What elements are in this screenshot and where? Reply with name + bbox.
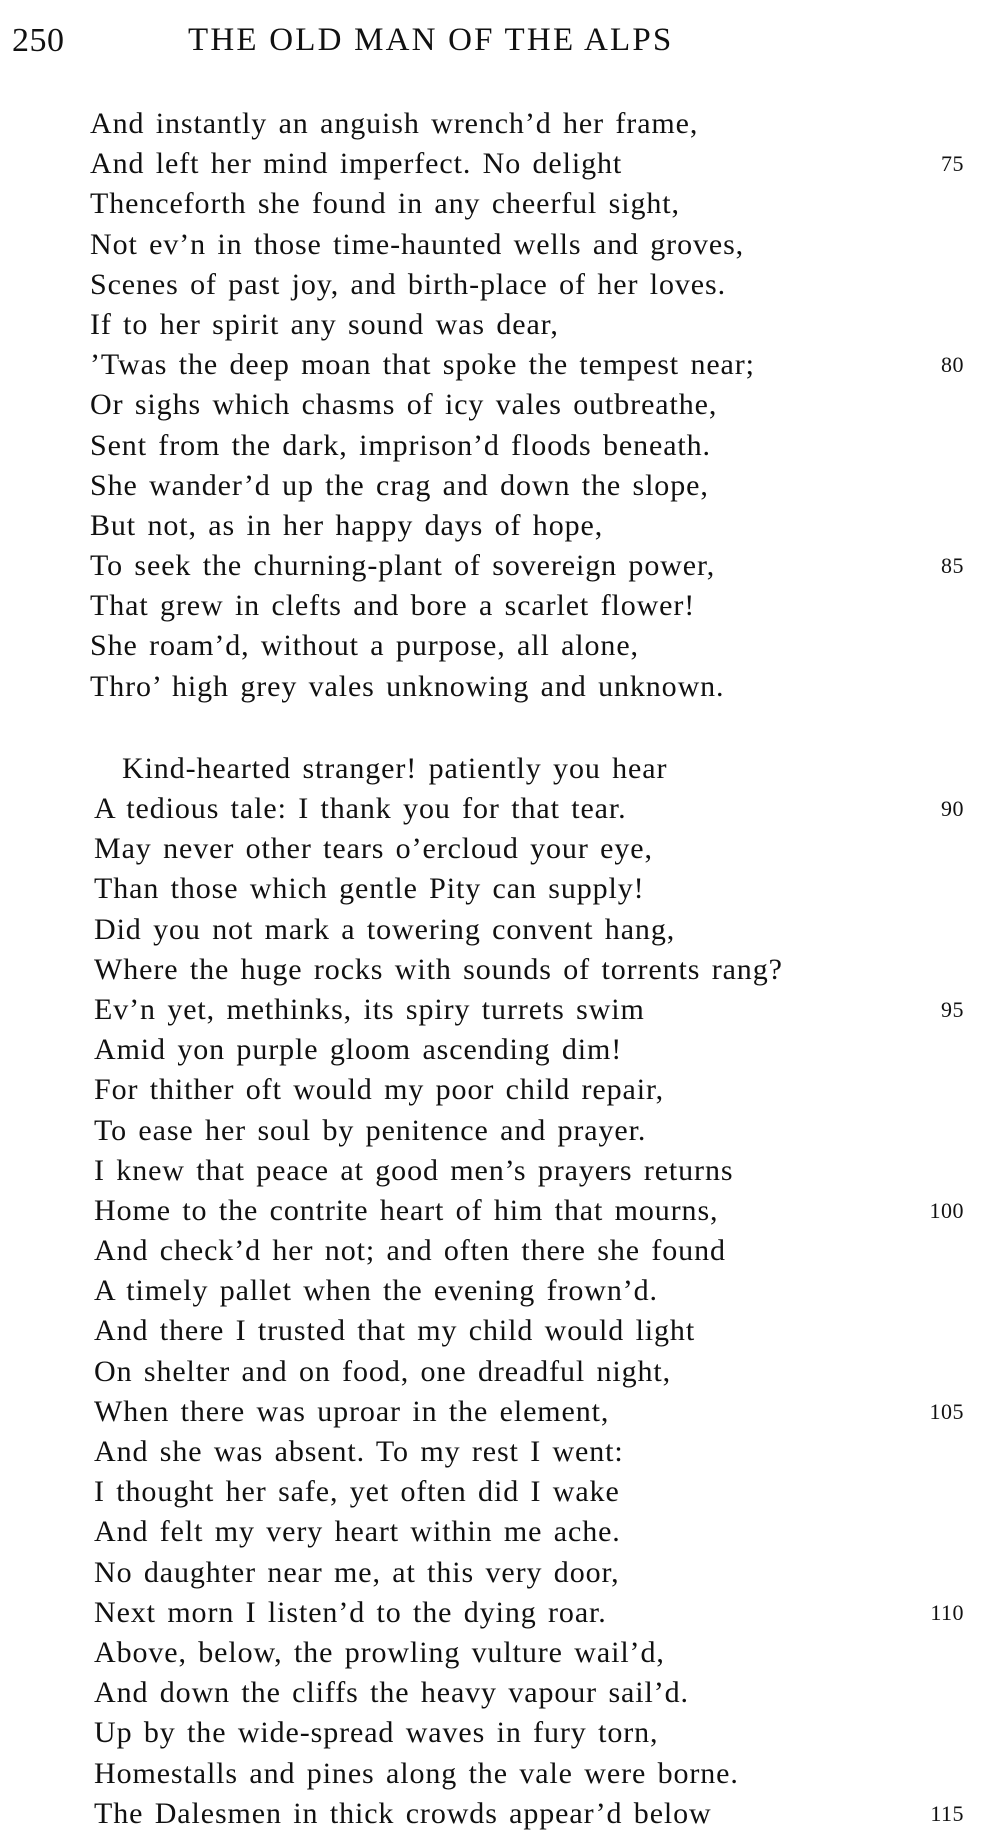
poem-line-text: No daughter near me, at this very door, — [94, 1555, 620, 1589]
poem-line — [0, 1713, 1000, 1753]
poem-line — [0, 1472, 1000, 1512]
poem-line — [0, 950, 1000, 990]
line-number: 90 — [941, 796, 964, 821]
line-number: 85 — [941, 553, 964, 579]
poem-line — [0, 990, 1000, 1030]
poem-line-text: And check’d her not; and often there she found — [94, 1234, 726, 1268]
poem-line — [0, 1392, 1000, 1432]
poem-line-text: I knew that peace at good men’s prayers returns — [94, 1153, 734, 1187]
poem-line-text: When there was uproar in the element, — [94, 1394, 610, 1428]
poem-line — [0, 626, 1000, 666]
poem-line-text: Home to the contrite heart of him that mourns, — [94, 1193, 719, 1227]
page-number: 250 — [12, 22, 65, 59]
poem-line-text: Above, below, the prowling vulture wail’d, — [94, 1635, 665, 1669]
poem-line-text: Thro’ high grey vales unknowing and unknown. — [90, 669, 725, 703]
poem-line — [0, 184, 1000, 224]
poem-line-text: Amid yon purple gloom ascending dim! — [94, 1033, 623, 1067]
poem-line-text: For thither oft would my poor child repair, — [94, 1073, 665, 1107]
poem-line-text: If to her spirit any sound was dear, — [90, 307, 559, 341]
poem-line — [0, 305, 1000, 345]
poem-line — [0, 265, 1000, 305]
poem-line — [0, 104, 1000, 144]
poem-line — [0, 466, 1000, 506]
poem-line-text: Thenceforth she found in any cheerful sight, — [90, 187, 680, 221]
poem-line-text: Where the huge rocks with sounds of torrents rang? — [94, 952, 783, 986]
poem-line-text: Ev’n yet, methinks, its spiry turrets swim — [94, 992, 645, 1026]
poem-line — [0, 144, 1000, 184]
poem-line-text: Next morn I listen’d to the dying roar. — [94, 1595, 607, 1629]
poem-line — [0, 1673, 1000, 1713]
line-number: 110 — [930, 1599, 964, 1625]
poem-line-text: A timely pallet when the evening frown’d. — [94, 1274, 658, 1308]
poem-line-text: She roam’d, without a purpose, all alone, — [90, 629, 639, 663]
poem-line — [0, 789, 1000, 829]
poem-line-text: Sent from the dark, imprison’d floods beneath. — [90, 428, 711, 462]
poem-line — [0, 1553, 1000, 1593]
poem-line — [0, 910, 1000, 950]
poem-line — [0, 225, 1000, 265]
poem-line — [0, 1191, 1000, 1231]
line-number: 80 — [941, 352, 964, 378]
poem-line — [0, 869, 1000, 909]
poem-line-text: Did you not mark a towering convent hang, — [94, 912, 676, 946]
line-number: 115 — [930, 1800, 964, 1826]
poem-line-text: She wander’d up the crag and down the slope, — [90, 468, 709, 502]
poem-body — [0, 104, 1000, 1834]
poem-line — [0, 1432, 1000, 1472]
poem-line — [0, 586, 1000, 626]
poem-line-text: And down the cliffs the heavy vapour sail’d. — [94, 1676, 689, 1710]
poem-line-text: Scenes of past joy, and birth-place of her loves. — [90, 267, 726, 301]
poem-line-text: On shelter and on food, one dreadful night, — [94, 1354, 672, 1388]
poem-line — [0, 1512, 1000, 1552]
poem-line — [0, 1311, 1000, 1351]
poem-line-text: The Dalesmen in thick crowds appear’d below — [94, 1796, 712, 1830]
poem-line — [0, 667, 1000, 707]
poem-line — [0, 385, 1000, 425]
poem-line — [0, 829, 1000, 869]
page-header — [0, 22, 1000, 66]
poem-line — [0, 506, 1000, 546]
poem-line-text: ’Twas the deep moan that spoke the tempest near; — [90, 348, 755, 382]
poem-line — [0, 1794, 1000, 1834]
poem-line-text: Than those which gentle Pity can supply! — [94, 872, 645, 906]
poem-line — [0, 1754, 1000, 1794]
poem-line — [0, 546, 1000, 586]
poem-line-text: And felt my very heart within me ache. — [94, 1515, 621, 1549]
poem-line-text: And left her mind imperfect. No delight — [90, 147, 623, 181]
poem-line-text: And there I trusted that my child would light — [94, 1314, 696, 1348]
poem-line-text: But not, as in her happy days of hope, — [90, 508, 604, 542]
poem-line — [0, 1030, 1000, 1070]
poem-line-text: Or sighs which chasms of icy vales outbreathe, — [90, 388, 718, 422]
poem-line-text: A tedious tale: I thank you for that tear. — [94, 792, 627, 825]
poem-line-text: To seek the churning-plant of sovereign power, — [90, 549, 716, 583]
poem-line-text: I thought her safe, yet often did I wake — [94, 1475, 620, 1509]
poem-line — [0, 1593, 1000, 1633]
poem-line-text: May never other tears o’ercloud your eye, — [94, 832, 653, 866]
poem-line — [0, 749, 1000, 789]
poem-line-text: And instantly an anguish wrench’d her frame, — [90, 107, 699, 140]
poem-line — [0, 1151, 1000, 1191]
line-number: 95 — [941, 996, 964, 1022]
stanza — [0, 104, 1000, 707]
poem-line — [0, 426, 1000, 466]
poem-line-text: Kind-hearted stranger! patiently you hear — [122, 751, 668, 785]
line-number: 75 — [941, 151, 964, 177]
line-number: 105 — [929, 1398, 964, 1424]
poem-line-text: That grew in clefts and bore a scarlet flower! — [90, 589, 696, 623]
poem-line — [0, 1633, 1000, 1673]
poem-line — [0, 1111, 1000, 1151]
poem-line — [0, 345, 1000, 385]
line-number: 100 — [929, 1197, 964, 1223]
poem-line-text: To ease her soul by penitence and prayer. — [94, 1113, 647, 1147]
poem-line — [0, 1231, 1000, 1271]
poem-line-text: And she was absent. To my rest I went: — [94, 1435, 624, 1468]
running-title: THE OLD MAN OF THE ALPS — [188, 22, 674, 58]
stanza — [0, 749, 1000, 1834]
poem-line-text: Not ev’n in those time-haunted wells and groves, — [90, 227, 745, 261]
poem-line-text: Up by the wide-spread waves in fury torn, — [94, 1716, 659, 1750]
poem-line — [0, 1271, 1000, 1311]
poem-line — [0, 1352, 1000, 1392]
poem-line — [0, 1070, 1000, 1110]
poem-line-text: Homestalls and pines along the vale were borne. — [94, 1756, 739, 1790]
